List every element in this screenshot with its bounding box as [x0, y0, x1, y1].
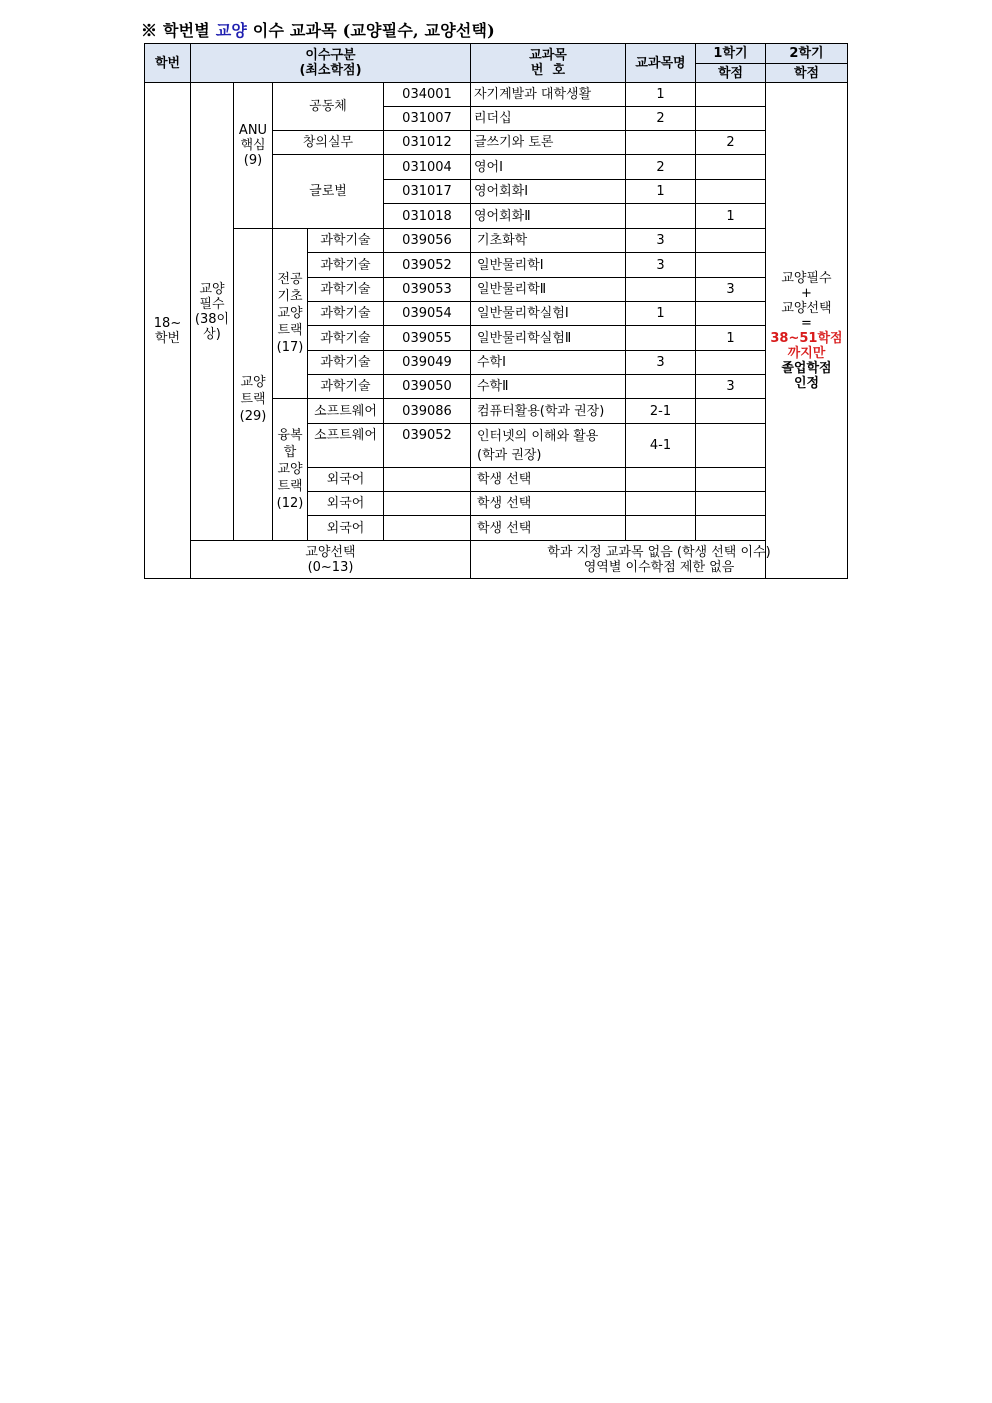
major-line2: 기초	[277, 289, 303, 304]
credit-sem2	[696, 107, 766, 131]
course-code: 031018	[384, 204, 471, 229]
credit-sem1	[626, 492, 696, 516]
remark-line7: 졸업학점	[781, 360, 832, 376]
credit-sem1: 2	[626, 107, 696, 131]
page-title	[141, 18, 495, 41]
course-code: 039053	[384, 278, 471, 302]
header-row-1	[145, 44, 848, 64]
cohort-line2: 학번	[154, 330, 181, 346]
major-foundation-track-cell	[273, 229, 308, 399]
required-line2: 필수	[199, 296, 225, 312]
fusion-line5: (12)	[276, 496, 304, 511]
anu-line3: (9)	[243, 153, 263, 168]
course-name	[471, 424, 626, 468]
course-code: 031017	[384, 180, 471, 204]
course-name: 자기계발과 대학생활	[471, 83, 626, 107]
table-row	[145, 229, 848, 253]
anu-core-cell	[234, 83, 273, 229]
credit-sem1: 3	[626, 229, 696, 253]
course-name: 영어회화Ⅱ	[471, 204, 626, 229]
remark-line1: 교양필수	[781, 270, 832, 286]
area-name: 과학기술	[308, 278, 384, 302]
required-line4: 상)	[203, 326, 221, 342]
course-name: 수학Ⅰ	[471, 351, 626, 375]
remark-line2: +	[801, 285, 812, 301]
credit-sem2	[696, 516, 766, 541]
area-creative: 창의실무	[273, 131, 384, 155]
credit-sem2	[696, 399, 766, 424]
area-name: 외국어	[308, 516, 384, 541]
remark-cell	[766, 83, 848, 579]
course-name: 일반물리학Ⅱ	[471, 278, 626, 302]
area-name: 과학기술	[308, 229, 384, 253]
area-name: 과학기술	[308, 351, 384, 375]
fusion-line2: 합	[283, 445, 297, 460]
credit-sem1: 1	[626, 83, 696, 107]
curriculum-table	[144, 43, 848, 579]
course-name: 수학Ⅱ	[471, 375, 626, 399]
credit-sem1: 1	[626, 180, 696, 204]
major-line5: (17)	[276, 340, 304, 355]
cohort-line1: 18~	[153, 315, 182, 331]
credit-sem1: 3	[626, 351, 696, 375]
area-name: 외국어	[308, 492, 384, 516]
course-name: 글쓰기와 토론	[471, 131, 626, 155]
elective-desc-line1: 학과 지정 교과목 없음 (학생 선택 이수)	[547, 544, 771, 560]
fusion-line4: 트랙	[277, 479, 303, 494]
track-line1: 교양	[240, 375, 266, 390]
header-credit-1: 학점	[696, 64, 766, 83]
fusion-line3: 교양	[277, 462, 303, 477]
course-name: 학생 선택	[471, 468, 626, 492]
title-prefix: ※ 학번별	[141, 21, 216, 40]
elective-desc-line2: 영역별 이수학점 제한 없음	[583, 559, 735, 575]
fusion-line1: 융복	[277, 428, 303, 443]
course-name-line2: (학과 권장)	[477, 447, 542, 463]
credit-sem2: 2	[696, 131, 766, 155]
remark-line3: 교양선택	[781, 300, 832, 316]
anu-line1: ANU	[238, 123, 268, 138]
credit-sem2: 3	[696, 375, 766, 399]
header-semester-2: 2학기	[766, 44, 848, 64]
course-name: 리더십	[471, 107, 626, 131]
course-code: 039049	[384, 351, 471, 375]
credit-sem1	[626, 204, 696, 229]
course-name: 학생 선택	[471, 516, 626, 541]
course-code: 039054	[384, 302, 471, 326]
required-line3: (38이	[194, 311, 230, 327]
credit-sem2	[696, 83, 766, 107]
header-course-name: 교과목명	[626, 44, 696, 83]
credit-sem2	[696, 492, 766, 516]
credit-sem1	[626, 278, 696, 302]
course-name: 일반물리학실험Ⅱ	[471, 326, 626, 351]
credit-sem2: 3	[696, 278, 766, 302]
area-name: 과학기술	[308, 375, 384, 399]
credit-sem2: 1	[696, 204, 766, 229]
course-code	[384, 516, 471, 541]
course-name: 일반물리학Ⅰ	[471, 253, 626, 278]
credit-sem2	[696, 302, 766, 326]
course-code	[384, 492, 471, 516]
table-row	[145, 83, 848, 107]
credit-sem1	[626, 375, 696, 399]
title-suffix: 이수 교과목 (교양필수, 교양선택)	[247, 21, 495, 40]
area-community: 공동체	[273, 83, 384, 131]
header-cohort: 학번	[145, 44, 191, 83]
credit-sem2	[696, 253, 766, 278]
course-name: 일반물리학실험Ⅰ	[471, 302, 626, 326]
header-semester-1: 1학기	[696, 44, 766, 64]
area-name: 과학기술	[308, 253, 384, 278]
liberal-track-cell	[234, 229, 273, 541]
fusion-track-cell	[273, 399, 308, 541]
credit-sem2	[696, 229, 766, 253]
track-line2: 트랙	[240, 392, 266, 407]
course-code: 039052	[384, 424, 471, 468]
area-name: 과학기술	[308, 326, 384, 351]
course-code: 031007	[384, 107, 471, 131]
track-line3: (29)	[239, 409, 267, 424]
cohort-cell	[145, 83, 191, 579]
area-name: 소프트웨어	[308, 399, 384, 424]
major-line4: 트랙	[277, 323, 303, 338]
course-code	[384, 468, 471, 492]
header-credit-2: 학점	[766, 64, 848, 83]
credit-sem2	[696, 468, 766, 492]
course-name: 영어회화Ⅰ	[471, 180, 626, 204]
header-category-line2: (최소학점)	[299, 63, 362, 78]
area-name: 과학기술	[308, 302, 384, 326]
area-name: 외국어	[308, 468, 384, 492]
credit-sem1: 4-1	[626, 424, 696, 468]
credit-sem1	[626, 326, 696, 351]
elective-label-line2: (0~13)	[307, 559, 354, 575]
remark-line8: 인정	[793, 375, 820, 391]
header-category	[191, 44, 471, 83]
header-code-line1: 교과목	[529, 48, 567, 63]
credit-sem2	[696, 180, 766, 204]
title-highlight: 교양	[215, 21, 248, 40]
credit-sem1: 1	[626, 302, 696, 326]
credit-sem1	[626, 468, 696, 492]
credit-sem1	[626, 131, 696, 155]
credit-sem2: 1	[696, 326, 766, 351]
required-line1: 교양	[199, 281, 225, 297]
major-line1: 전공	[277, 272, 303, 287]
credit-sem1: 2-1	[626, 399, 696, 424]
credit-sem2	[696, 155, 766, 180]
course-name-line1: 인터넷의 이해와 활용	[477, 428, 599, 444]
credit-sem1: 3	[626, 253, 696, 278]
course-name: 컴퓨터활용(학과 권장)	[471, 399, 626, 424]
course-name: 기초화학	[471, 229, 626, 253]
major-line3: 교양	[277, 306, 303, 321]
elective-row	[145, 541, 848, 579]
area-global: 글로벌	[273, 155, 384, 229]
area-name: 소프트웨어	[308, 424, 384, 468]
course-code: 039052	[384, 253, 471, 278]
header-code-line2: 번 호	[530, 63, 566, 78]
elective-label-line1: 교양선택	[305, 544, 356, 560]
header-category-line1: 이수구분	[305, 48, 356, 63]
remark-line4: =	[801, 315, 812, 331]
remark-line5: 38~51학점	[770, 330, 843, 346]
course-code: 034001	[384, 83, 471, 107]
course-code: 031012	[384, 131, 471, 155]
course-code: 039086	[384, 399, 471, 424]
course-code: 039055	[384, 326, 471, 351]
elective-description-cell	[471, 541, 848, 579]
header-code	[471, 44, 626, 83]
required-cell	[191, 83, 234, 541]
course-code: 039050	[384, 375, 471, 399]
remark-line6: 까지만	[787, 345, 826, 361]
course-code: 031004	[384, 155, 471, 180]
anu-line2: 핵심	[240, 138, 266, 153]
credit-sem2	[696, 351, 766, 375]
elective-label-cell	[191, 541, 471, 579]
credit-sem1	[626, 516, 696, 541]
credit-sem2	[696, 424, 766, 468]
credit-sem1: 2	[626, 155, 696, 180]
course-name: 학생 선택	[471, 492, 626, 516]
course-name: 영어Ⅰ	[471, 155, 626, 180]
course-code: 039056	[384, 229, 471, 253]
